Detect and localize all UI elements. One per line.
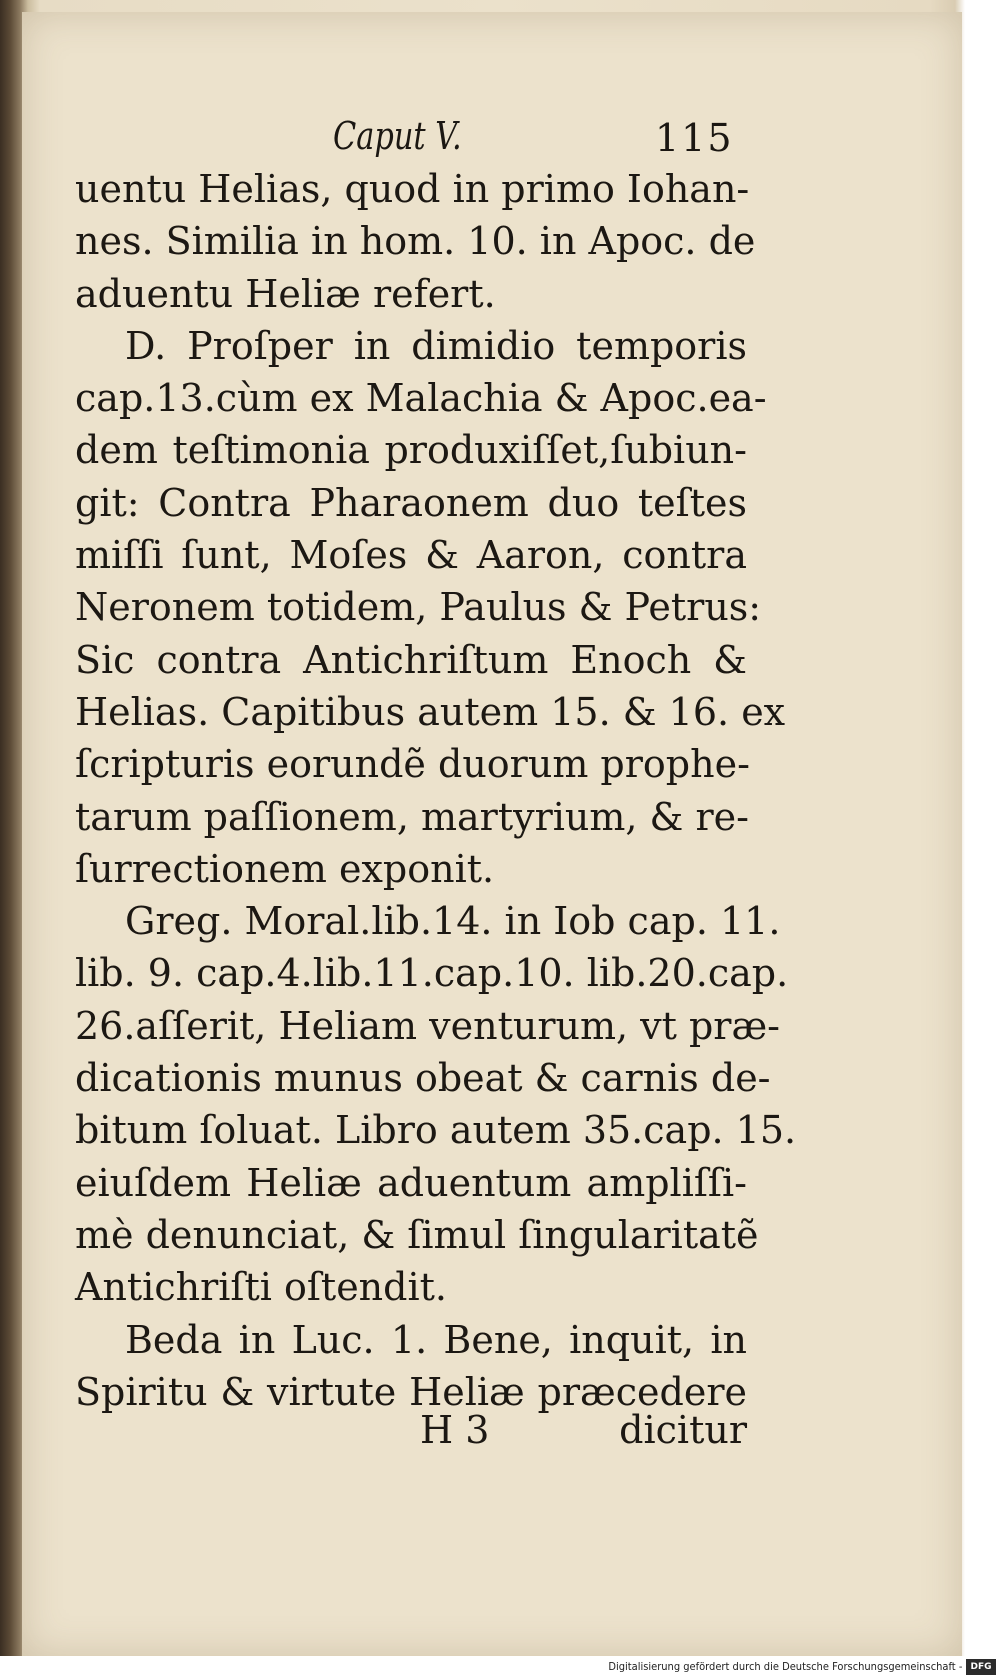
text-line: git: Contra Pharaonem duo teſtes <box>75 480 747 525</box>
text-line: dem teſtimonia produxiſſet,ſubiun- <box>75 428 747 473</box>
text-line: miſſi ſunt, Moſes & Aaron, contra <box>75 533 747 578</box>
text-line: Antichriſti oſtendit. <box>75 1265 447 1310</box>
text-line: Spiritu & virtute Heliæ præcedere <box>75 1369 747 1414</box>
text-line: D. Proſper in dimidio temporis <box>125 323 747 368</box>
text-line: Greg. Moral.lib.14. in Iob cap. 11. <box>125 899 781 944</box>
text-line: Neronem totidem, Paulus & Petrus: <box>75 585 762 630</box>
text-line: ſcripturis eorundẽ duorum prophe- <box>75 742 750 787</box>
text-line: ſurrectionem exponit. <box>75 846 495 891</box>
digitization-credit <box>0 1656 1000 1679</box>
text-line: nes. Similia in hom. 10. in Apoc. de <box>75 219 756 264</box>
text-line: tarum paſſionem, martyrium, & re- <box>75 794 749 839</box>
text-line: 26.aſſerit, Heliam venturum, vt præ- <box>75 1003 781 1048</box>
text-line: bitum ſoluat. Libro autem 35.cap. 15. <box>75 1108 797 1153</box>
text-line: mè denunciat, & ſimul ſingularitatẽ <box>75 1212 759 1257</box>
text-line: eiuſdem Heliæ aduentum ampliſſi- <box>75 1160 747 1205</box>
page-number: 115 <box>655 116 734 160</box>
text-line: Beda in Luc. 1. Bene, inquit, in <box>125 1317 747 1362</box>
catchword: dicitur <box>619 1408 747 1452</box>
credit-text: Digitalisierung gefördert durch die Deutsche Forschungsgemeinschaft - <box>607 1660 962 1673</box>
page-header <box>0 108 1000 168</box>
text-line: Helias. Capitibus autem 15. & 16. ex <box>75 689 786 734</box>
text-line: dicationis munus obeat & carnis de- <box>75 1056 771 1101</box>
text-line: Sic contra Antichriſtum Enoch & <box>75 637 747 682</box>
running-head: Caput V. <box>333 114 462 158</box>
dfg-logo: DFG <box>966 1659 996 1675</box>
page-footer <box>75 1408 747 1460</box>
text-line: cap.13.cùm ex Malachia & Apoc.ea- <box>75 376 767 421</box>
signature-mark: H 3 <box>420 1408 490 1452</box>
text-line: uentu Helias, quod in primo Iohan- <box>75 167 750 211</box>
text-line: lib. 9. cap.4.lib.11.cap.10. lib.20.cap. <box>75 951 789 996</box>
body-text <box>75 163 797 1418</box>
text-line: aduentu Heliæ refert. <box>75 271 496 316</box>
